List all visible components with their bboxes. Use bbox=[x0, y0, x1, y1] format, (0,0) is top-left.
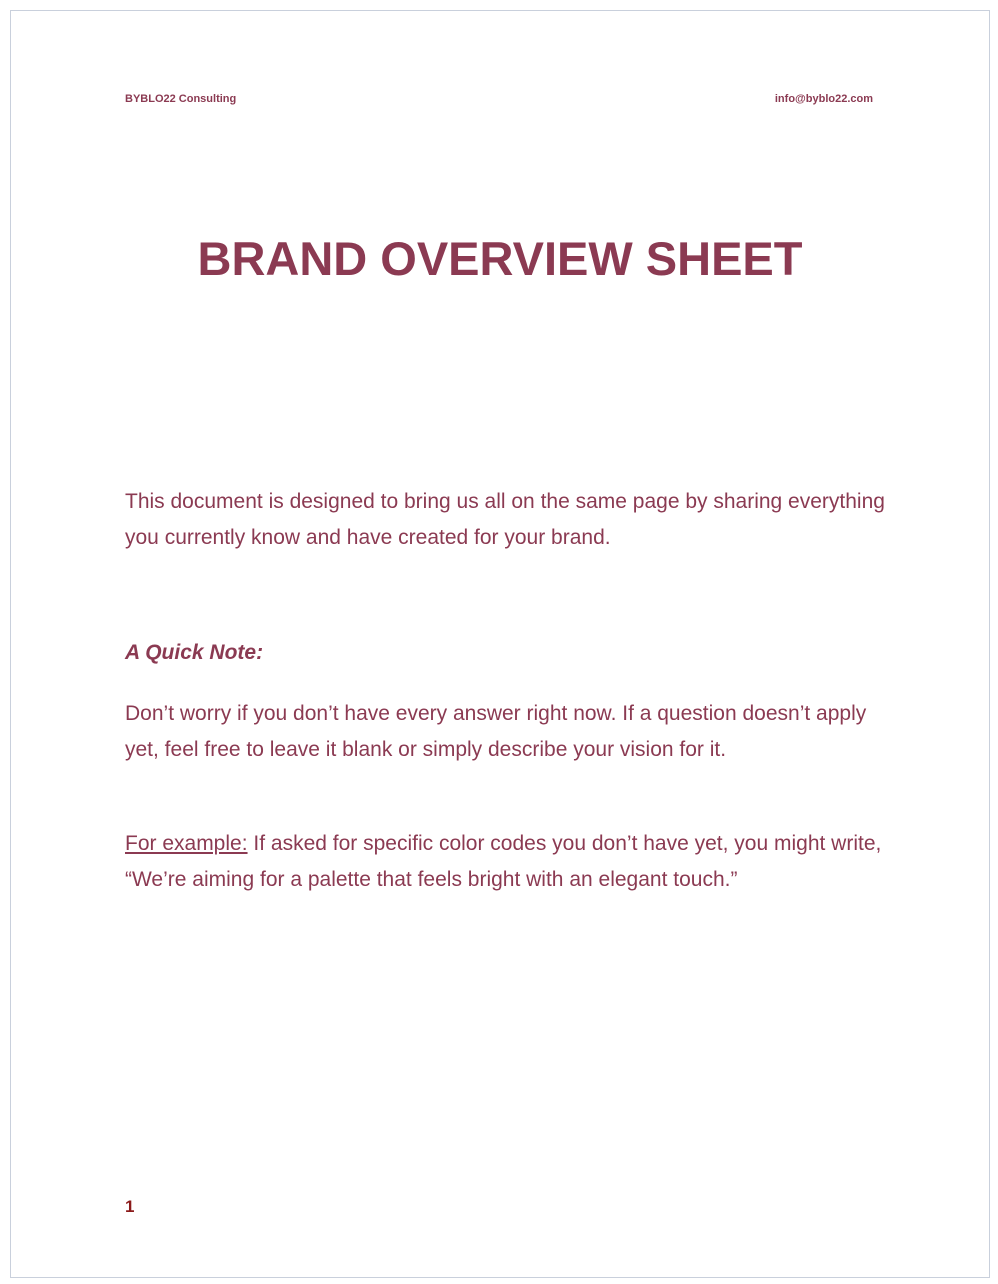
header-email: info@byblo22.com bbox=[774, 93, 873, 105]
page-title: BRAND OVERVIEW SHEET bbox=[197, 232, 803, 285]
note-paragraph: Don’t worry if you don’t have every answer right now. If a question doesn’t apply yet, feel free to leave it blank or simply describe your vision for it. bbox=[125, 702, 867, 761]
example-text: If asked for specific color codes you don’t have yet, you might write, “We’re aiming for a palette that feels bright with an elegant touch.” bbox=[125, 832, 882, 891]
example-label: For example: bbox=[125, 832, 248, 855]
intro-paragraph: This document is designed to bring us all on the same page by sharing everything you currently know and have created for your brand. bbox=[125, 490, 885, 549]
note-heading: A Quick Note: bbox=[125, 641, 264, 664]
example-paragraph bbox=[125, 826, 885, 898]
document-page bbox=[10, 10, 990, 1278]
header-company-name: BYBLO22 Consulting bbox=[125, 93, 237, 105]
page-number: 1 bbox=[125, 1197, 135, 1216]
